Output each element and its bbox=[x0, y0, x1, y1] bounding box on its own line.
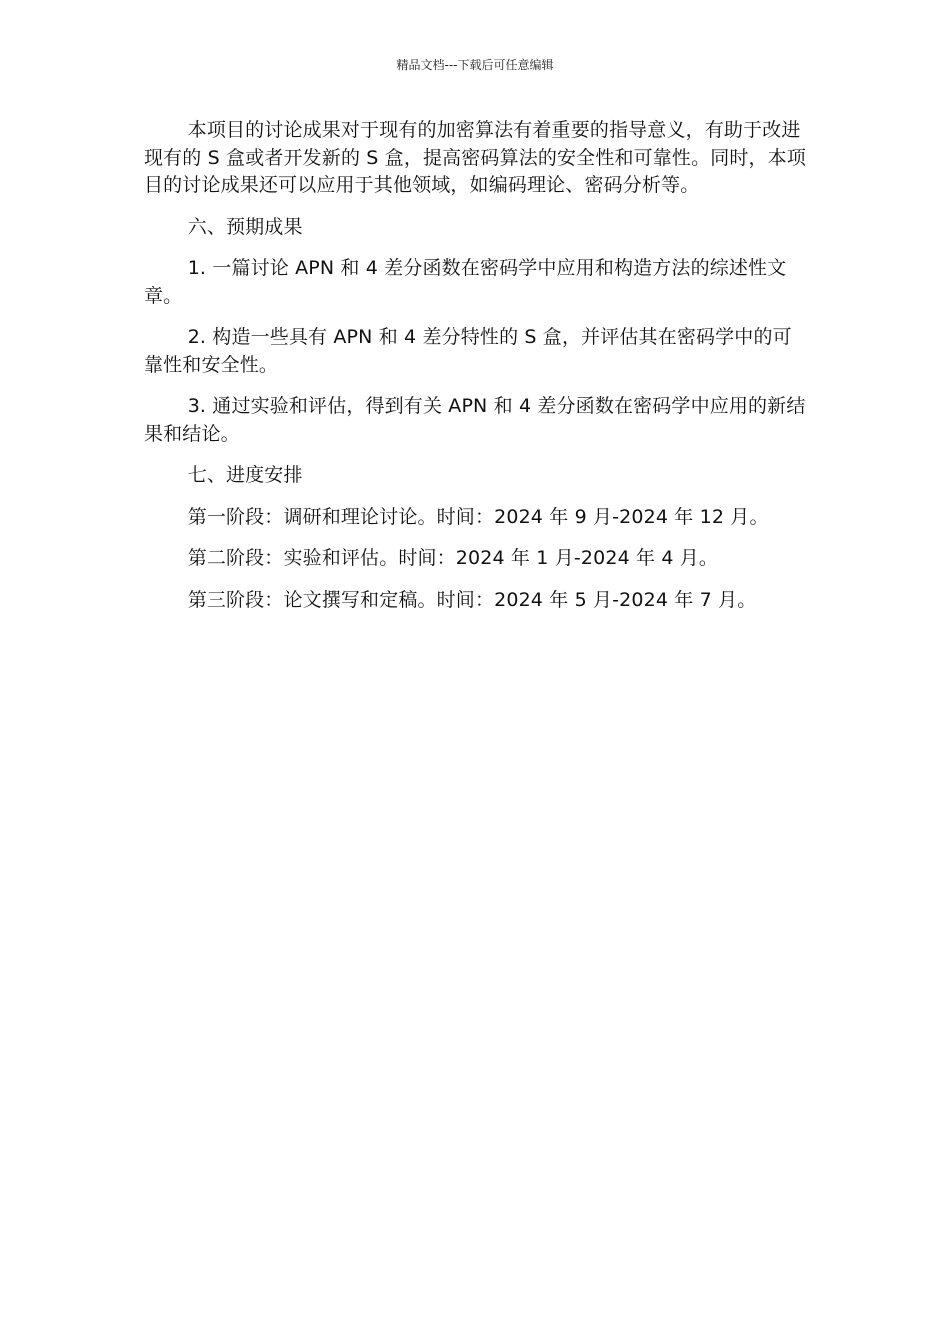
paragraph-significance: 本项目的讨论成果对于现有的加密算法有着重要的指导意义，有助于改进现有的 S 盒或者开发新的 S 盒，提高密码算法的安全性和可靠性。同时，本项目的讨论成果还可以应用于其他领域，如编码理论、密码分析等。 bbox=[144, 119, 806, 196]
schedule-phase-3: 第三阶段：论文撰写和定稿。时间：2024 年 5 月-2024 年 7 月。 bbox=[187, 588, 757, 611]
list-item-result-3: 3. 通过实验和评估，得到有关 APN 和 4 差分函数在密码学中应用的新结果和结论。 bbox=[144, 395, 806, 445]
list-item-result-1: 1. 一篇讨论 APN 和 4 差分函数在密码学中应用和构造方法的综述性文章。 bbox=[144, 257, 787, 307]
section-heading-schedule: 七、进度安排 bbox=[187, 464, 303, 486]
section-heading-expected-results: 六、预期成果 bbox=[187, 215, 303, 238]
schedule-phase-1: 第一阶段：调研和理论讨论。时间：2024 年 9 月-2024 年 12 月。 bbox=[187, 505, 769, 528]
schedule-phase-2: 第二阶段：实验和评估。时间：2024 年 1 月-2024 年 4 月。 bbox=[187, 547, 719, 569]
page-header: 精品文档---下载后可任意编辑 bbox=[396, 58, 554, 72]
document-body bbox=[144, 117, 808, 628]
list-item-result-2: 2. 构造一些具有 APN 和 4 差分特性的 S 盒，并评估其在密码学中的可靠性和安全性。 bbox=[144, 326, 792, 376]
